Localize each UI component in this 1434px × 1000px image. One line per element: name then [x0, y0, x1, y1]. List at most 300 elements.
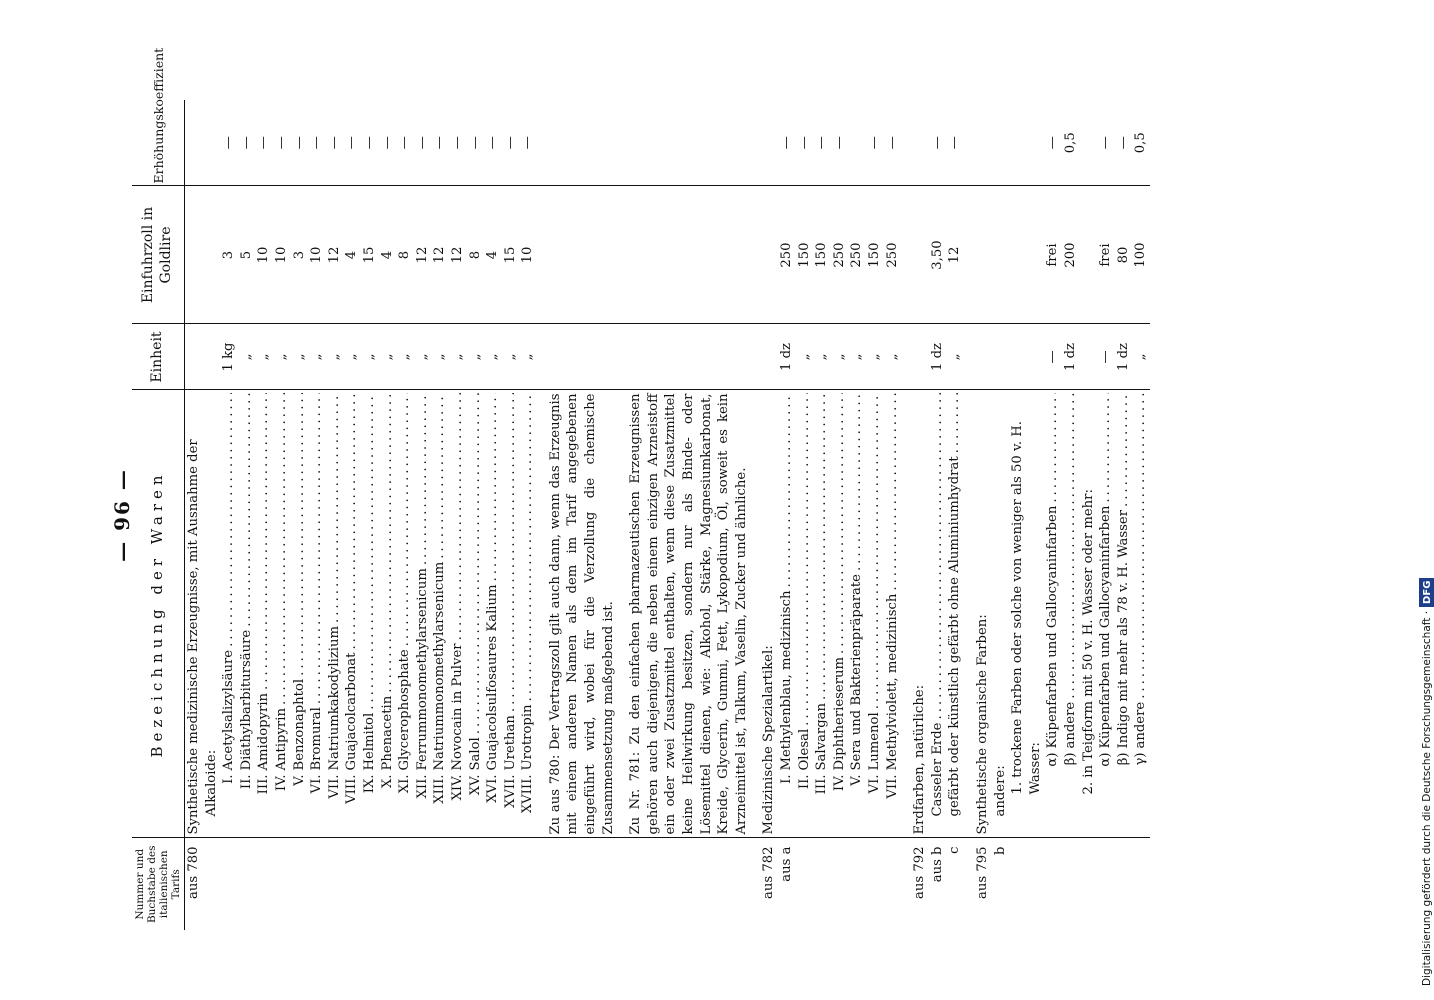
header-coefficient: Erhöhungskoeffizient — [132, 100, 185, 186]
item-row — [467, 394, 485, 835]
item-number: XIII. — [432, 774, 448, 804]
item-unit: „ — [449, 353, 465, 361]
item-label — [431, 562, 449, 817]
item-label — [848, 574, 866, 816]
leader-dots — [1097, 394, 1115, 503]
item-row — [519, 394, 537, 835]
item-label — [831, 657, 849, 817]
item-name: Natriumkakodylizium — [326, 626, 342, 771]
item-number: XV. — [467, 774, 483, 796]
leader-dots — [831, 394, 849, 654]
leader-dots — [449, 394, 467, 641]
item-number: XIV. — [449, 774, 465, 801]
section-sub: b — [992, 846, 1008, 855]
section-sub: aus a — [779, 846, 794, 882]
item-label — [1115, 510, 1133, 775]
item-label — [326, 626, 344, 817]
item-row — [1097, 394, 1115, 835]
leader-dots — [326, 394, 344, 624]
item-row — [326, 394, 344, 835]
item-unit: „ — [947, 353, 963, 361]
section-code: aus 795 — [974, 846, 990, 899]
section-code: aus 782 — [761, 846, 777, 899]
item-coef: — — [884, 136, 900, 150]
item-duty: 12 — [326, 246, 342, 264]
item-coef: 0,5 — [1133, 132, 1149, 154]
section-title: Synthetische medizinische Erzeugnisse, mit Ausnahme der — [186, 439, 201, 835]
item-row — [1132, 394, 1150, 835]
item-unit: 1 dz — [1062, 343, 1078, 371]
item-name: Guajacolcarbonat — [344, 652, 360, 771]
item-unit: „ — [344, 353, 360, 361]
item-row — [308, 394, 326, 835]
item-coef: — — [309, 136, 325, 150]
item-row — [502, 394, 520, 835]
item-label — [778, 591, 796, 817]
item-coef: — — [273, 136, 289, 150]
item-number: II. — [238, 774, 254, 790]
item-name: Methylenblau, medizinisch — [779, 590, 794, 771]
header-description: Bezeichnung der Waren — [132, 390, 185, 838]
item-row — [1115, 394, 1133, 835]
item-name: Acetylsalizylsäure — [221, 649, 237, 771]
group-1-title: 1. trockene Farben oder solche von weniger als 50 v. H. — [1010, 421, 1026, 795]
leader-dots — [343, 394, 361, 650]
item-coef: — — [831, 136, 847, 150]
item-name: Diäthylbarbitursäure — [238, 629, 254, 771]
item-label — [1062, 702, 1080, 775]
leader-dots — [396, 394, 414, 647]
item-number: XI. — [397, 774, 413, 794]
coef-list-792 — [929, 103, 964, 183]
item-name: Salol — [467, 737, 483, 771]
item-duty: 250 — [884, 242, 900, 268]
item-list-792 — [929, 394, 964, 835]
section-title-cont: Alkaloide: — [203, 749, 219, 817]
leader-dots — [796, 394, 814, 726]
item-row — [449, 394, 467, 835]
page-number: — 96 — — [110, 468, 134, 562]
item-name: andere — [1133, 701, 1149, 749]
item-unit: 1 dz — [929, 343, 945, 371]
item-number: IV. — [273, 774, 289, 792]
leader-dots — [1062, 394, 1080, 699]
item-coef: — — [397, 136, 413, 150]
item-number: I. — [779, 774, 794, 784]
item-label — [884, 594, 902, 817]
leader-dots — [291, 394, 309, 676]
item-label — [484, 584, 502, 816]
item-label — [291, 679, 309, 817]
section-title: Erdfarben, natürliche: — [912, 684, 928, 835]
item-name: gefärbt oder künstlich gefärbt ohne Aluminiumhydrat — [947, 456, 963, 817]
item-duty: 4 — [344, 250, 360, 260]
item-name: andere — [1062, 701, 1078, 749]
duty-list-780 — [220, 190, 537, 321]
item-unit: „ — [379, 353, 395, 361]
unit-list-782 — [778, 328, 901, 387]
coef-list-782 — [778, 103, 901, 183]
item-duty: 250 — [831, 242, 847, 268]
group-1-title-cont: Wasser: — [1027, 742, 1043, 795]
section-782 — [750, 100, 901, 930]
leader-dots — [1044, 394, 1062, 503]
item-coef: — — [432, 136, 448, 150]
item-unit: — — [1098, 350, 1114, 364]
group-2-items — [1097, 394, 1150, 835]
item-label — [273, 708, 291, 816]
item-row — [291, 394, 309, 835]
item-unit: „ — [796, 353, 812, 361]
item-coef: — — [1045, 136, 1061, 150]
item-coef: — — [929, 136, 945, 150]
item-duty: 12 — [947, 246, 963, 264]
item-name: Küpenfarben und Gallocyaninfarben — [1098, 505, 1114, 749]
item-unit: „ — [485, 353, 501, 361]
leader-dots — [929, 394, 947, 720]
item-row — [848, 394, 866, 835]
item-unit: „ — [467, 353, 483, 361]
section-title: Medizinische Spezialartikel: — [761, 645, 777, 835]
item-label — [449, 643, 467, 816]
item-duty: 4 — [485, 250, 501, 260]
item-coef: — — [449, 136, 465, 150]
item-unit: „ — [866, 353, 882, 361]
section-792 — [901, 100, 964, 930]
footer-credit — [1418, 6, 1434, 986]
item-number: V. — [291, 774, 307, 786]
item-duty: 250 — [849, 242, 865, 268]
item-duty: 3 — [291, 250, 307, 260]
item-label — [379, 696, 397, 817]
item-row — [831, 394, 849, 835]
item-coef: — — [238, 136, 254, 150]
item-coef: — — [326, 136, 342, 150]
item-number: XVII. — [502, 774, 518, 809]
item-name: Casseler Erde — [929, 722, 945, 817]
item-name: Benzonaphtol — [291, 678, 307, 771]
item-coef: — — [485, 136, 501, 150]
item-row — [414, 394, 432, 835]
leader-dots — [414, 394, 432, 566]
item-coef: — — [344, 136, 360, 150]
item-coef: 0,5 — [1062, 132, 1078, 154]
item-name: Ferrummonomethylarsenicum — [414, 568, 430, 771]
item-coef: — — [866, 136, 882, 150]
leader-dots — [361, 394, 379, 710]
item-duty: 10 — [520, 246, 536, 264]
item-duty: 3,50 — [929, 240, 945, 270]
item-label — [866, 712, 884, 816]
item-name: Bromural — [309, 707, 325, 771]
subsection-andere: andere: — [992, 765, 1008, 817]
item-unit: „ — [361, 353, 377, 361]
item-label — [396, 649, 414, 816]
item-number: X. — [379, 774, 395, 789]
header-unit: Einheit — [132, 324, 185, 390]
item-row — [866, 394, 884, 835]
item-name: Urotropin — [520, 704, 536, 771]
item-list-782 — [778, 394, 901, 835]
item-coef: — — [1115, 136, 1131, 150]
item-number: VII. — [326, 774, 342, 799]
item-row — [929, 394, 947, 835]
item-number: VI. — [866, 774, 882, 794]
item-name: Phenacetin — [379, 695, 395, 771]
item-label — [1132, 702, 1150, 775]
item-duty: 12 — [449, 246, 465, 264]
item-duty: 100 — [1133, 242, 1149, 268]
duty-list-782 — [778, 190, 901, 321]
sub-list-792 — [929, 847, 964, 928]
item-unit: „ — [309, 353, 325, 361]
item-label — [519, 704, 537, 816]
item-label — [467, 737, 485, 816]
tariff-table-wrap — [132, 47, 1150, 930]
item-number: XVI. — [485, 774, 501, 803]
section-code: aus 780 — [186, 846, 201, 899]
item-subcode: c — [947, 846, 963, 854]
section-795 — [964, 100, 1150, 930]
leader-dots — [431, 394, 449, 559]
item-number: β) — [1062, 752, 1078, 766]
item-name: Guajacolsulfosaures Kalium — [485, 584, 501, 771]
item-unit: 1 kg — [221, 342, 237, 372]
leader-dots — [220, 394, 238, 647]
item-number: γ) — [1133, 752, 1149, 766]
item-label — [220, 650, 238, 817]
item-number: V. — [849, 774, 865, 786]
item-row — [379, 394, 397, 835]
item-number: XVIII. — [520, 774, 536, 814]
item-row — [946, 394, 964, 835]
item-duty: 150 — [796, 242, 812, 268]
group-2-title: 2. in Teigform mit 50 v. H. Wasser oder mehr: — [1080, 489, 1096, 795]
item-unit: 1 dz — [779, 343, 794, 371]
item-coef: — — [221, 136, 237, 150]
item-unit: „ — [238, 353, 254, 361]
leader-dots — [946, 394, 964, 454]
item-coef: — — [379, 136, 395, 150]
item-unit: „ — [1133, 353, 1149, 361]
item-unit: „ — [291, 353, 307, 361]
item-subcode: aus b — [929, 846, 945, 883]
item-duty: 5 — [238, 250, 254, 260]
item-unit: „ — [326, 353, 342, 361]
item-number: IX. — [361, 774, 377, 794]
item-row — [1062, 394, 1080, 835]
item-name: Sera und Bakterienpräparate — [849, 574, 865, 771]
item-unit: „ — [831, 353, 847, 361]
note-780: Zu aus 780: Der Vertragszoll gilt auch dann, wenn das Erzeugnis mit einem anderen Namen als dem im Tarif angegebenen eingeführt wird, wobei für die Verzollung die chemische Zusammensetzung maßgebend ist. — [547, 393, 616, 835]
item-duty: 15 — [361, 246, 377, 264]
item-label — [796, 729, 814, 817]
item-duty: 80 — [1115, 246, 1131, 264]
item-unit: „ — [502, 353, 518, 361]
item-row — [431, 394, 449, 835]
header-tariff-number: Nummer und Buchstabe des italienischen Tarifs — [132, 838, 185, 930]
leader-dots — [379, 394, 397, 693]
group-1-items — [1044, 394, 1079, 835]
item-name: Urethan — [502, 715, 518, 771]
item-number: VIII. — [344, 774, 360, 804]
leader-dots — [255, 394, 273, 690]
item-coef: — — [814, 136, 830, 150]
item-duty: 150 — [866, 242, 882, 268]
item-row — [361, 394, 379, 835]
item-name: Diphtherieserum — [831, 656, 847, 771]
header-row — [132, 100, 185, 930]
leader-dots — [778, 394, 796, 588]
item-number: I. — [221, 774, 237, 784]
item-duty: 200 — [1062, 242, 1078, 268]
item-name: Methylviolett, medizinisch — [884, 593, 900, 771]
item-label — [255, 693, 273, 817]
dfg-logo: DFG — [1419, 578, 1434, 607]
item-name: Salvargan — [814, 702, 830, 771]
item-label — [502, 715, 520, 816]
item-coef: — — [502, 136, 518, 150]
item-duty: 12 — [414, 246, 430, 264]
item-row — [238, 394, 256, 835]
item-number: β) — [1115, 752, 1131, 766]
item-coef: — — [414, 136, 430, 150]
item-name: Novocain in Pulver — [449, 643, 465, 771]
item-coef: — — [947, 136, 963, 150]
note-781: Zu Nr. 781: Zu den einfachen pharmazeutischen Erzeugnissen gehören auch diejenigen, die neben einem einzigen Arzneistoff ein oder zwei Zusatzmittel enthalten, wenn diese Zusatzmittel keine Heilwirkung besitzen, sondern nur als Binde- oder Lösemittel dienen, wie: Alkohol, Stärke, Magnesiumkarbonat, Kreide, Glycerin, Gummi, Fett, Lykopodium, Öl, soweit es kein Arzneimittel ist, Talkum, Vaselin, Zucker und ähnliche. — [628, 393, 749, 835]
item-duty: 8 — [397, 250, 413, 260]
item-row — [796, 394, 814, 835]
item-row — [343, 394, 361, 835]
item-row — [1044, 394, 1062, 835]
item-unit: „ — [520, 353, 536, 361]
item-label — [1044, 506, 1062, 775]
item-unit: „ — [414, 353, 430, 361]
item-number: III. — [256, 774, 272, 795]
unit-list-792 — [929, 328, 964, 387]
item-unit: „ — [432, 353, 448, 361]
item-number: IV. — [831, 774, 847, 792]
item-name: Indigo mit mehr als 78 v. H. Wasser — [1115, 509, 1131, 749]
item-duty: 3 — [221, 250, 237, 260]
item-number: VII. — [884, 774, 900, 799]
leader-dots — [273, 394, 291, 706]
leader-dots — [519, 394, 537, 702]
item-label — [414, 568, 432, 816]
item-label — [238, 630, 256, 817]
item-duty: 12 — [432, 246, 448, 264]
section-code: aus 792 — [912, 846, 928, 899]
item-unit: 1 dz — [1115, 343, 1131, 371]
item-label — [343, 653, 361, 817]
item-duty: 10 — [256, 246, 272, 264]
item-coef: — — [779, 136, 794, 150]
item-label — [1097, 506, 1115, 775]
item-unit: „ — [884, 353, 900, 361]
item-name: Helmitol — [361, 712, 377, 771]
item-row — [884, 394, 902, 835]
item-label — [361, 713, 379, 817]
item-duty: 10 — [273, 246, 289, 264]
item-duty: 250 — [779, 242, 794, 268]
item-coef: — — [1098, 136, 1114, 150]
leader-dots — [848, 394, 866, 572]
item-duty: frei — [1098, 243, 1114, 267]
item-coef: — — [796, 136, 812, 150]
item-duty: 10 — [309, 246, 325, 264]
item-list-780 — [220, 394, 537, 835]
item-unit: „ — [273, 353, 289, 361]
item-name: Küpenfarben und Gallocyaninfarben — [1045, 505, 1061, 749]
coef-list-780 — [220, 103, 537, 183]
footer-credit-text: Digitalisierung gefördert durch die Deutsche Forschungsgemeinschaft · — [1421, 610, 1433, 986]
item-unit: „ — [849, 353, 865, 361]
tariff-table — [132, 47, 1150, 930]
item-name: Natriummonomethylarsenicum — [432, 561, 448, 771]
item-number: II. — [796, 774, 812, 790]
leader-dots — [866, 394, 884, 710]
item-number: XII. — [414, 774, 430, 799]
unit-list-780 — [220, 328, 537, 387]
leader-dots — [1132, 394, 1150, 699]
item-coef — [848, 103, 866, 183]
item-duty: frei — [1045, 243, 1061, 267]
item-name: Antipyrin — [273, 708, 289, 771]
leader-dots — [484, 394, 502, 582]
item-name: Amidopyrin — [256, 692, 272, 771]
section-title: Synthetische organische Farben: — [974, 614, 990, 835]
item-number: α) — [1045, 752, 1061, 767]
leader-dots — [502, 394, 520, 713]
item-row — [220, 394, 238, 835]
item-number: VI. — [309, 774, 325, 794]
leader-dots — [238, 394, 256, 627]
item-row — [778, 394, 796, 835]
item-name: Olesal — [796, 728, 812, 771]
leader-dots — [308, 394, 326, 705]
item-name: Glycerophosphate — [397, 649, 413, 771]
leader-dots — [813, 394, 831, 700]
item-duty: 8 — [467, 250, 483, 260]
item-coef: — — [467, 136, 483, 150]
header-duty: Einfuhrzoll in Goldlire — [132, 186, 185, 324]
item-row — [484, 394, 502, 835]
section-780 — [185, 100, 751, 930]
leader-dots — [467, 394, 485, 735]
item-row — [396, 394, 414, 835]
item-unit: „ — [256, 353, 272, 361]
item-label — [813, 703, 831, 817]
item-unit: „ — [397, 353, 413, 361]
leader-dots — [1115, 394, 1133, 507]
item-unit: „ — [814, 353, 830, 361]
rotated-page — [108, 47, 1308, 930]
item-row — [273, 394, 291, 835]
item-row — [255, 394, 273, 835]
item-number: α) — [1098, 752, 1114, 767]
leader-dots — [884, 394, 902, 591]
item-label — [308, 707, 326, 816]
item-duty: 150 — [814, 242, 830, 268]
item-unit: — — [1045, 350, 1061, 364]
item-coef: — — [361, 136, 377, 150]
item-number: III. — [814, 774, 830, 795]
item-duty: 15 — [502, 246, 518, 264]
item-coef: — — [520, 136, 536, 150]
duty-list-792 — [929, 190, 964, 321]
item-coef: — — [256, 136, 272, 150]
item-name: Lumenol — [866, 712, 882, 771]
